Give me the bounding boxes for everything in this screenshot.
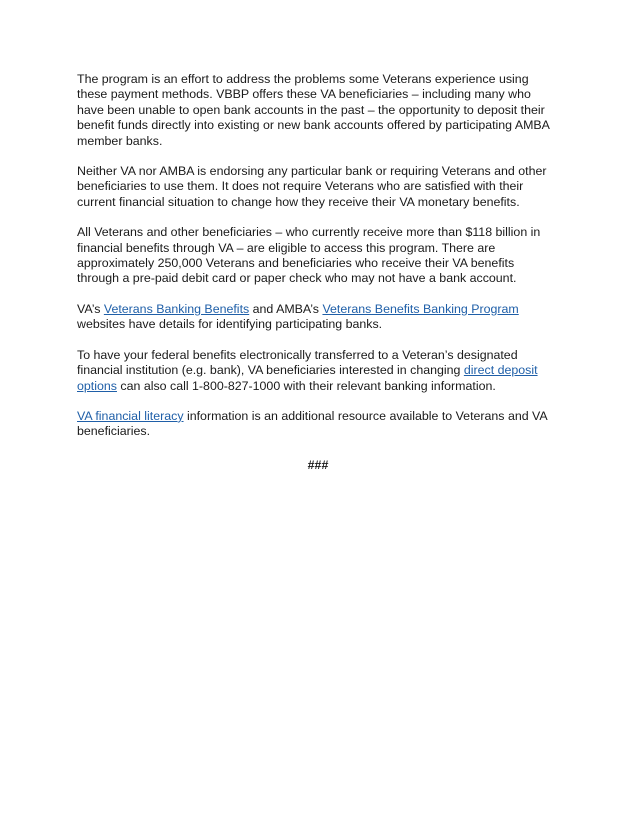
- text-segment: To have your federal benefits electronically transferred to a Veteran’s designated financial institution (e.g. bank), VA beneficiaries interested in changing: [77, 347, 518, 378]
- end-of-release-mark: ###: [307, 457, 329, 472]
- paragraph-direct-deposit: [77, 348, 559, 394]
- paragraph-eligibility: All Veterans and other beneficiaries – who currently receive more than $118 billion in financial benefits through VA – are eligible to access this program. There are approximately 250,000 Veterans and beneficiaries who receive their VA benefits through a pre-paid debit card or paper check who may not have a bank account.: [77, 225, 541, 286]
- paragraph-websites: [77, 302, 559, 333]
- veterans-benefits-banking-program-link[interactable]: Veterans Benefits Banking Program: [322, 301, 519, 316]
- text-segment: VA’s: [77, 301, 104, 316]
- text-segment: information is an additional resource available to Veterans and VA beneficiaries.: [77, 408, 547, 439]
- paragraph-financial-literacy: [77, 409, 559, 440]
- text-segment: and AMBA’s: [249, 301, 323, 316]
- paragraph-not-endorsing: Neither VA nor AMBA is endorsing any particular bank or requiring Veterans and other beneficiaries to use them. It does not require Veterans who are satisfied with their current financial situation to change how they receive their VA monetary benefits.: [77, 164, 547, 209]
- paragraph-program-effort: The program is an effort to address the problems some Veterans experience using these payment methods. VBBP offers these VA beneficiaries – including many who have been unable to open bank accounts in the past – the opportunity to deposit their benefit funds directly into existing or new bank accounts offered by participating AMBA member banks.: [77, 72, 550, 148]
- text-segment: websites have details for identifying participating banks.: [77, 317, 383, 332]
- direct-deposit-options-link[interactable]: direct deposit options: [77, 363, 538, 393]
- document-body: [77, 72, 559, 473]
- text-segment: can also call 1-800-827-1000 with their relevant banking information.: [116, 378, 496, 393]
- veterans-banking-benefits-link[interactable]: Veterans Banking Benefits: [103, 301, 250, 316]
- va-financial-literacy-link[interactable]: VA financial literacy: [77, 408, 184, 423]
